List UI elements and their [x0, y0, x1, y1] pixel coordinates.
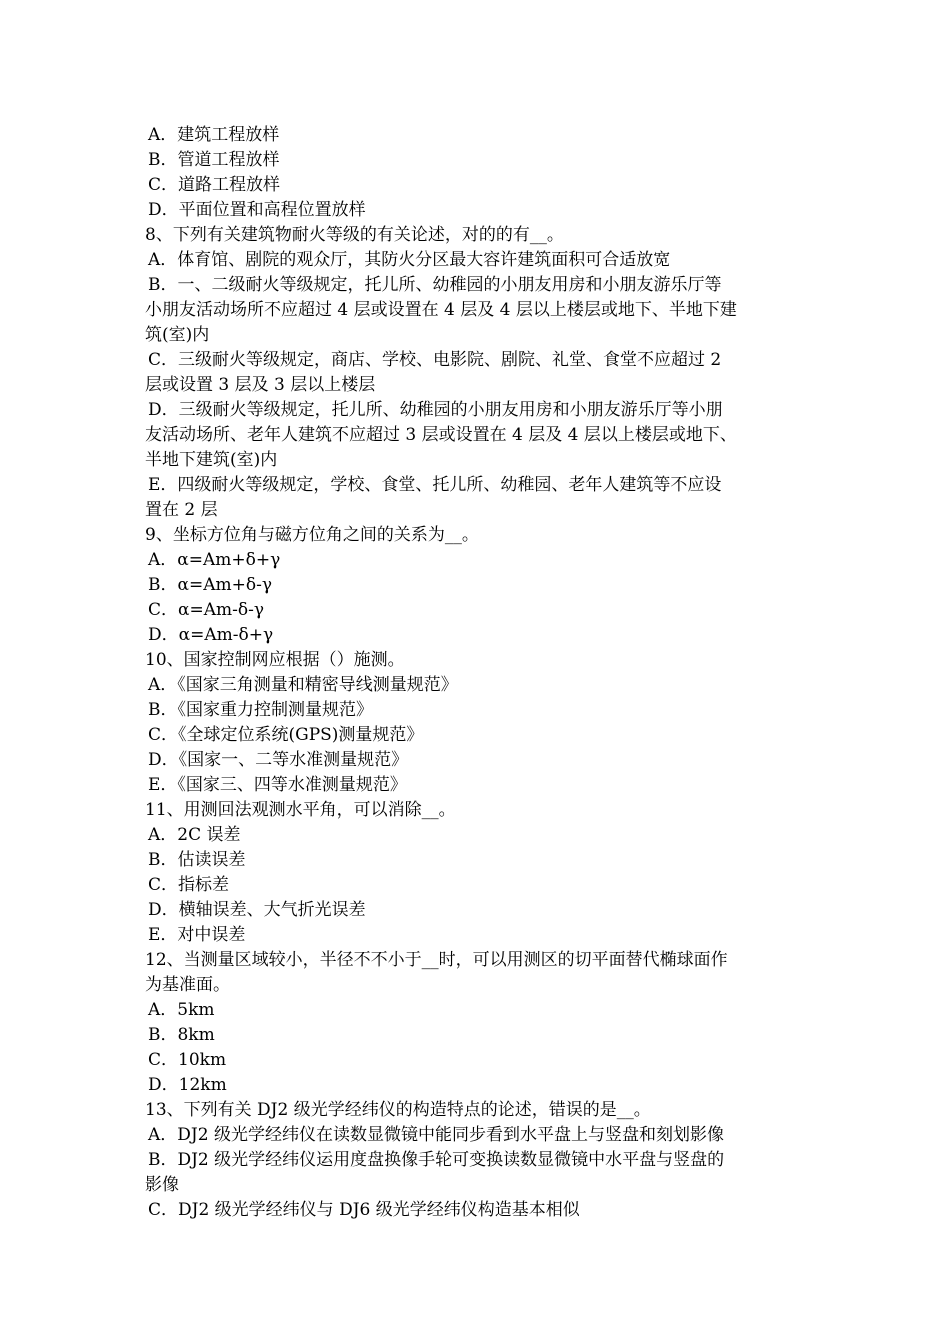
text-continuation: 友活动场所、老年人建筑不应超过 3 层或设置在 4 层及 4 层以上楼层或地下、 — [145, 425, 737, 445]
answer-option: A．5km — [148, 1000, 215, 1020]
text-continuation: 层或设置 3 层及 3 层以上楼层 — [145, 375, 376, 395]
answer-option: A．建筑工程放样 — [148, 125, 280, 145]
answer-option: D．《国家一、二等水准测量规范》 — [148, 750, 409, 770]
answer-option: B．《国家重力控制测量规范》 — [148, 700, 373, 720]
answer-option: C．指标差 — [148, 875, 230, 895]
answer-option: A．2C 误差 — [148, 825, 241, 845]
answer-option: D．α=Am-δ+γ — [148, 625, 274, 645]
question-text: 11、用测回法观测水平角，可以消除__。 — [145, 800, 456, 820]
question-text: 10、国家控制网应根据（）施测。 — [145, 650, 405, 670]
answer-option: E．四级耐火等级规定，学校、食堂、托儿所、幼稚园、老年人建筑等不应设 — [148, 475, 722, 495]
answer-option: E．对中误差 — [148, 925, 246, 945]
answer-option: D．平面位置和高程位置放样 — [148, 200, 366, 220]
answer-option: B．管道工程放样 — [148, 150, 280, 170]
text-continuation: 小朋友活动场所不应超过 4 层或设置在 4 层及 4 层以上楼层或地下、半地下建 — [145, 300, 737, 320]
answer-option: C．DJ2 级光学经纬仪与 DJ6 级光学经纬仪构造基本相似 — [148, 1200, 580, 1220]
question-text: 8、下列有关建筑物耐火等级的有关论述，对的的有__。 — [145, 225, 564, 245]
answer-option: C．α=Am-δ-γ — [148, 600, 265, 620]
answer-option: C．三级耐火等级规定，商店、学校、电影院、剧院、礼堂、食堂不应超过 2 — [148, 350, 722, 370]
answer-option: B．一、二级耐火等级规定，托儿所、幼稚园的小朋友用房和小朋友游乐厅等 — [148, 275, 722, 295]
answer-option: D．12km — [148, 1075, 227, 1095]
text-continuation: 为基准面。 — [145, 975, 230, 995]
answer-option: B．DJ2 级光学经纬仪运用度盘换像手轮可变换读数显微镜中水平盘与竖盘的 — [148, 1150, 725, 1170]
text-continuation: 影像 — [145, 1175, 179, 1195]
answer-option: C．10km — [148, 1050, 227, 1070]
answer-option: B．估读误差 — [148, 850, 246, 870]
answer-option: A．α=Am+δ+γ — [148, 550, 281, 570]
answer-option: B．α=Am+δ-γ — [148, 575, 272, 595]
question-text: 12、当测量区域较小，半径不不小于__时，可以用测区的切平面替代椭球面作 — [145, 950, 728, 970]
answer-option: D．三级耐火等级规定，托儿所、幼稚园的小朋友用房和小朋友游乐厅等小朋 — [148, 400, 723, 420]
answer-option: A．DJ2 级光学经纬仪在读数显微镜中能同步看到水平盘上与竖盘和刻划影像 — [148, 1125, 724, 1145]
question-text: 9、坐标方位角与磁方位角之间的关系为__。 — [145, 525, 479, 545]
answer-option: C．道路工程放样 — [148, 175, 281, 195]
answer-option: B．8km — [148, 1025, 215, 1045]
text-continuation: 置在 2 层 — [145, 500, 218, 520]
answer-option: A．《国家三角测量和精密导线测量规范》 — [148, 675, 458, 695]
question-text: 13、下列有关 DJ2 级光学经纬仪的构造特点的论述，错误的是__。 — [145, 1100, 651, 1120]
answer-option: E．《国家三、四等水准测量规范》 — [148, 775, 407, 795]
answer-option: A．体育馆、剧院的观众厅，其防火分区最大容许建筑面积可合适放宽 — [148, 250, 671, 270]
text-continuation: 筑(室)内 — [145, 325, 210, 345]
document-body — [145, 123, 809, 1223]
text-continuation: 半地下建筑(室)内 — [145, 450, 278, 470]
answer-option: C．《全球定位系统(GPS)测量规范》 — [148, 725, 424, 745]
answer-option: D．横轴误差、大气折光误差 — [148, 900, 366, 920]
